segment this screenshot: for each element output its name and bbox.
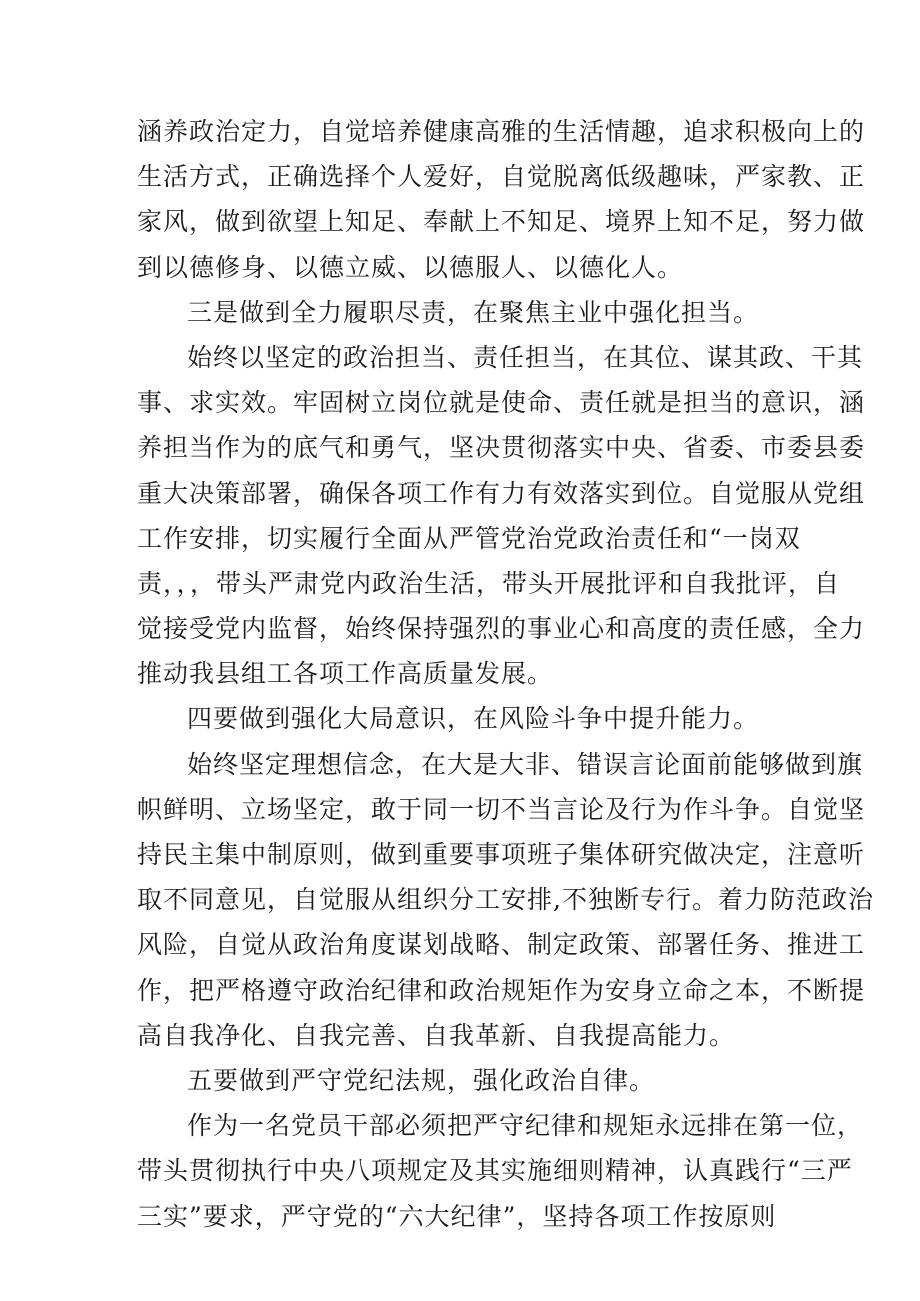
text-line: 推动我县组工各项工作高质量发展。 <box>137 659 554 689</box>
text-line: 取不同意见，自觉服从组织分工安排,不独断专行。着力防范政治 <box>137 885 874 915</box>
text-line: 作为一名党员干部必须把严守纪律和规矩永远排在第一位， <box>187 1111 864 1141</box>
text-line: 风险，自觉从政治角度谋划战略、制定政策、部署任务、推进工 <box>137 930 866 960</box>
text-line: 养担当作为的底气和勇气，坚决贯彻落实中央、省委、市委县委 <box>137 433 866 463</box>
text-line: 始终以坚定的政治担当、责任担当，在其位、谋其政、干其 <box>187 342 864 372</box>
section-heading: 四要做到强化大局意识，在风险斗争中提升能力。 <box>187 704 760 734</box>
text-line: 家风，做到欲望上知足、奉献上不知足、境界上知不足，努力做 <box>137 207 866 237</box>
text-line: 生活方式，正确选择个人爱好，自觉脱离低级趣味，严家教、正 <box>137 162 866 192</box>
text-line: 觉接受党内监督，始终保持强烈的事业心和高度的责任感，全力 <box>137 614 866 644</box>
text-line: 涵养政治定力，自觉培养健康高雅的生活情趣，追求积极向上的 <box>137 117 866 146</box>
text-line: 高自我净化、自我完善、自我革新、自我提高能力。 <box>137 1020 736 1050</box>
text-line: 始终坚定理想信念，在大是大非、错误言论面前能够做到旗 <box>187 749 864 779</box>
text-line: 三实”要求，严守党的“六大纪律”，坚持各项工作按原则 <box>137 1201 777 1231</box>
text-line: 作，把严格遵守政治纪律和政治规矩作为安身立命之本，不断提 <box>137 975 866 1005</box>
text-line: 重大决策部署，确保各项工作有力有效落实到位。自觉服从党组 <box>137 478 866 508</box>
section-heading: 三是做到全力履职尽责，在聚焦主业中强化担当。 <box>187 297 760 327</box>
text-line: 责，，，带头严肃党内政治生活，带头开展批评和自我批评，自 <box>137 568 841 598</box>
text-line: 带头贯彻执行中央八项规定及其实施细则精神，认真践行“三严 <box>137 1156 853 1186</box>
text-line: 持民主集中制原则，做到重要事项班子集体研究做决定，注意听 <box>137 840 866 869</box>
document-body <box>137 109 874 1239</box>
text-line: 帜鲜明、立场坚定，敢于同一切不当言论及行为作斗争。自觉坚 <box>137 794 866 824</box>
text-line: 工作安排，切实履行全面从严管党治党政治责任和“一岗双 <box>137 523 801 553</box>
section-heading: 五要做到严守党纪法规，强化政治自律。 <box>187 1065 656 1095</box>
text-line: 事、求实效。牢固树立岗位就是使命、责任就是担当的意识，涵 <box>137 388 866 418</box>
text-line: 到以德修身、以德立威、以德服人、以德化人。 <box>137 252 684 282</box>
